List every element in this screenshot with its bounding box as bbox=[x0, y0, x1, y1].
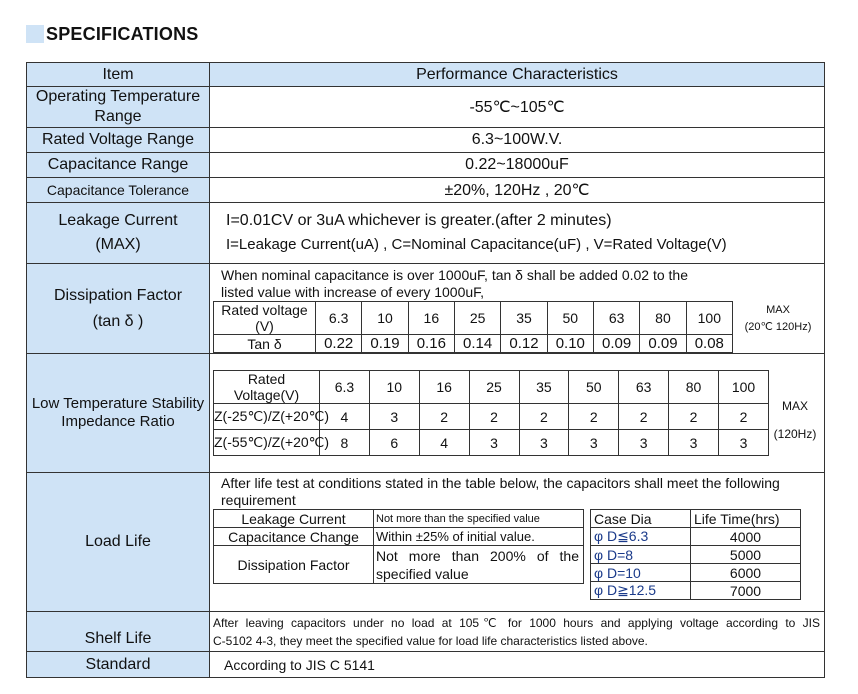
value-low-temperature bbox=[210, 354, 825, 473]
lt-voltage-cell: 80 bbox=[669, 371, 719, 404]
lt-z55-label: Z(-55℃)/Z(+20℃) bbox=[214, 430, 320, 456]
case-life-table bbox=[590, 509, 801, 600]
df-voltage-label: Rated voltage (V) bbox=[214, 302, 316, 335]
case-dia-cell: φ D=8 bbox=[591, 546, 691, 564]
df-voltage-cell: 63 bbox=[593, 302, 639, 335]
performance-header: Performance Characteristics bbox=[210, 63, 825, 87]
df-tan-cell: 0.09 bbox=[593, 335, 639, 353]
load-life-requirements bbox=[213, 509, 584, 584]
lt-z25-cell: 2 bbox=[519, 404, 569, 430]
life-time-cell: 4000 bbox=[691, 528, 801, 546]
label-standard: Standard bbox=[27, 652, 210, 678]
lt-voltage-cell: 25 bbox=[469, 371, 519, 404]
label-low-temperature: Low Temperature Stability Impedance Ratio bbox=[27, 354, 210, 473]
lt-z55-cell: 3 bbox=[719, 430, 769, 456]
lt-z25-cell: 4 bbox=[320, 404, 370, 430]
df-tan-cell: 0.09 bbox=[640, 335, 686, 353]
lt-z55-cell: 8 bbox=[320, 430, 370, 456]
case-dia-cell: φ D≧12.5 bbox=[591, 582, 691, 600]
lt-z25-cell: 2 bbox=[419, 404, 469, 430]
life-time-cell: 7000 bbox=[691, 582, 801, 600]
row-standard bbox=[27, 652, 825, 678]
df-conditions: MAX (20℃ 120Hz) bbox=[744, 304, 812, 333]
df-voltage-cell: 35 bbox=[501, 302, 547, 335]
lt-voltage-cell: 100 bbox=[719, 371, 769, 404]
lt-conditions: MAX (120Hz) bbox=[773, 399, 817, 441]
lt-z55-cell: 4 bbox=[419, 430, 469, 456]
row-dissipation-factor bbox=[27, 264, 825, 354]
row-shelf-life bbox=[27, 612, 825, 652]
table-row bbox=[591, 582, 801, 600]
df-tan-cell: 0.10 bbox=[547, 335, 593, 353]
df-tan-cell: 0.12 bbox=[501, 335, 547, 353]
df-tan-cell: 0.14 bbox=[454, 335, 500, 353]
value-load-life bbox=[210, 473, 825, 612]
lt-z25-cell: 3 bbox=[369, 404, 419, 430]
life-time-header: Life Time(hrs) bbox=[691, 510, 801, 528]
load-life-intro: After life test at conditions stated in the table below, the capacitors shall meet the following requirement bbox=[221, 475, 780, 508]
df-note: When nominal capacitance is over 1000uF, tan δ shall be added 0.02 to the listed value with increase of every 1000uF, bbox=[221, 267, 688, 300]
lt-z55-cell: 6 bbox=[369, 430, 419, 456]
label-capacitance-tolerance: Capacitance Tolerance bbox=[27, 178, 210, 203]
value-dissipation-factor bbox=[210, 264, 825, 354]
lt-z55-cell: 3 bbox=[569, 430, 619, 456]
lt-z25-cell: 2 bbox=[569, 404, 619, 430]
lt-z25-cell: 2 bbox=[669, 404, 719, 430]
lt-z25-cell: 2 bbox=[719, 404, 769, 430]
row-load-life bbox=[27, 473, 825, 612]
lt-voltage-cell: 50 bbox=[569, 371, 619, 404]
value-capacitance-tolerance: ±20%, 120Hz , 20℃ bbox=[210, 178, 825, 203]
header-marker bbox=[26, 25, 44, 43]
df-voltage-cell: 6.3 bbox=[316, 302, 362, 335]
row-operating-temperature bbox=[27, 87, 825, 128]
df-voltage-cell: 16 bbox=[408, 302, 454, 335]
lt-z55-cell: 3 bbox=[469, 430, 519, 456]
row-rated-voltage bbox=[27, 128, 825, 153]
df-voltage-cell: 80 bbox=[640, 302, 686, 335]
row-capacitance-tolerance bbox=[27, 178, 825, 203]
label-operating-temperature: Operating Temperature Range bbox=[27, 87, 210, 128]
label-capacitance-range: Capacitance Range bbox=[27, 153, 210, 178]
impedance-table bbox=[213, 370, 769, 456]
lt-z55-cell: 3 bbox=[619, 430, 669, 456]
item-header: Item bbox=[27, 63, 210, 87]
df-voltage-cell: 50 bbox=[547, 302, 593, 335]
label-rated-voltage: Rated Voltage Range bbox=[27, 128, 210, 153]
lt-voltage-cell: 16 bbox=[419, 371, 469, 404]
lt-voltage-cell: 63 bbox=[619, 371, 669, 404]
life-time-cell: 5000 bbox=[691, 546, 801, 564]
dissipation-table bbox=[213, 301, 733, 353]
label-dissipation-factor: Dissipation Factor (tan δ ) bbox=[27, 264, 210, 354]
lt-z25-cell: 2 bbox=[469, 404, 519, 430]
lt-z25-label: Z(-25℃)/Z(+20℃) bbox=[214, 404, 320, 430]
df-tan-cell: 0.16 bbox=[408, 335, 454, 353]
lt-z55-cell: 3 bbox=[519, 430, 569, 456]
value-capacitance-range: 0.22~18000uF bbox=[210, 153, 825, 178]
value-standard: According to JIS C 5141 bbox=[210, 652, 825, 678]
df-voltage-cell: 10 bbox=[362, 302, 408, 335]
lt-voltage-cell: 10 bbox=[369, 371, 419, 404]
value-shelf-life: After leaving capacitors under no load at 105℃ for 1000 hours and applying voltage according to JIS C-5102 4-3, they meet the specified value for load life characteristics listed above. bbox=[210, 612, 825, 652]
lt-z55-cell: 3 bbox=[669, 430, 719, 456]
label-leakage-current: Leakage Current (MAX) bbox=[27, 203, 210, 264]
table-row bbox=[591, 528, 801, 546]
row-low-temperature bbox=[27, 354, 825, 473]
life-time-cell: 6000 bbox=[691, 564, 801, 582]
case-dia-header: Case Dia bbox=[591, 510, 691, 528]
table-row: Capacitance Change Within ±25% of initial value. bbox=[214, 528, 584, 546]
case-dia-cell: φ D≦6.3 bbox=[591, 528, 691, 546]
table-row: Dissipation Factor Not more than 200% of the specified value bbox=[214, 546, 584, 584]
df-tan-cell: 0.22 bbox=[316, 335, 362, 353]
value-rated-voltage: 6.3~100W.V. bbox=[210, 128, 825, 153]
df-voltage-cell: 100 bbox=[686, 302, 732, 335]
row-leakage-current bbox=[27, 203, 825, 264]
df-voltage-cell: 25 bbox=[454, 302, 500, 335]
case-dia-cell: φ D=10 bbox=[591, 564, 691, 582]
section-header bbox=[26, 24, 198, 44]
lt-voltage-cell: 6.3 bbox=[320, 371, 370, 404]
page-title: SPECIFICATIONS bbox=[46, 23, 199, 44]
spec-table bbox=[26, 62, 825, 678]
table-row: Leakage Current Not more than the specified value bbox=[214, 510, 584, 528]
df-tan-label: Tan δ bbox=[214, 335, 316, 353]
row-capacitance-range bbox=[27, 153, 825, 178]
lt-voltage-cell: 35 bbox=[519, 371, 569, 404]
leakage-formula: I=0.01CV or 3uA whichever is greater.(after 2 minutes) bbox=[226, 212, 612, 229]
df-tan-cell: 0.08 bbox=[686, 335, 732, 353]
lt-z25-cell: 2 bbox=[619, 404, 669, 430]
table-row bbox=[591, 564, 801, 582]
label-load-life: Load Life bbox=[27, 473, 210, 612]
table-row bbox=[591, 546, 801, 564]
table-header-row bbox=[27, 63, 825, 87]
value-operating-temperature: -55℃~105℃ bbox=[210, 87, 825, 128]
df-tan-cell: 0.19 bbox=[362, 335, 408, 353]
label-shelf-life: Shelf Life bbox=[27, 612, 210, 652]
value-leakage-current bbox=[210, 203, 825, 264]
lt-voltage-label: Rated Voltage(V) bbox=[214, 371, 320, 404]
leakage-legend: I=Leakage Current(uA) , C=Nominal Capacitance(uF) , V=Rated Voltage(V) bbox=[226, 236, 727, 253]
